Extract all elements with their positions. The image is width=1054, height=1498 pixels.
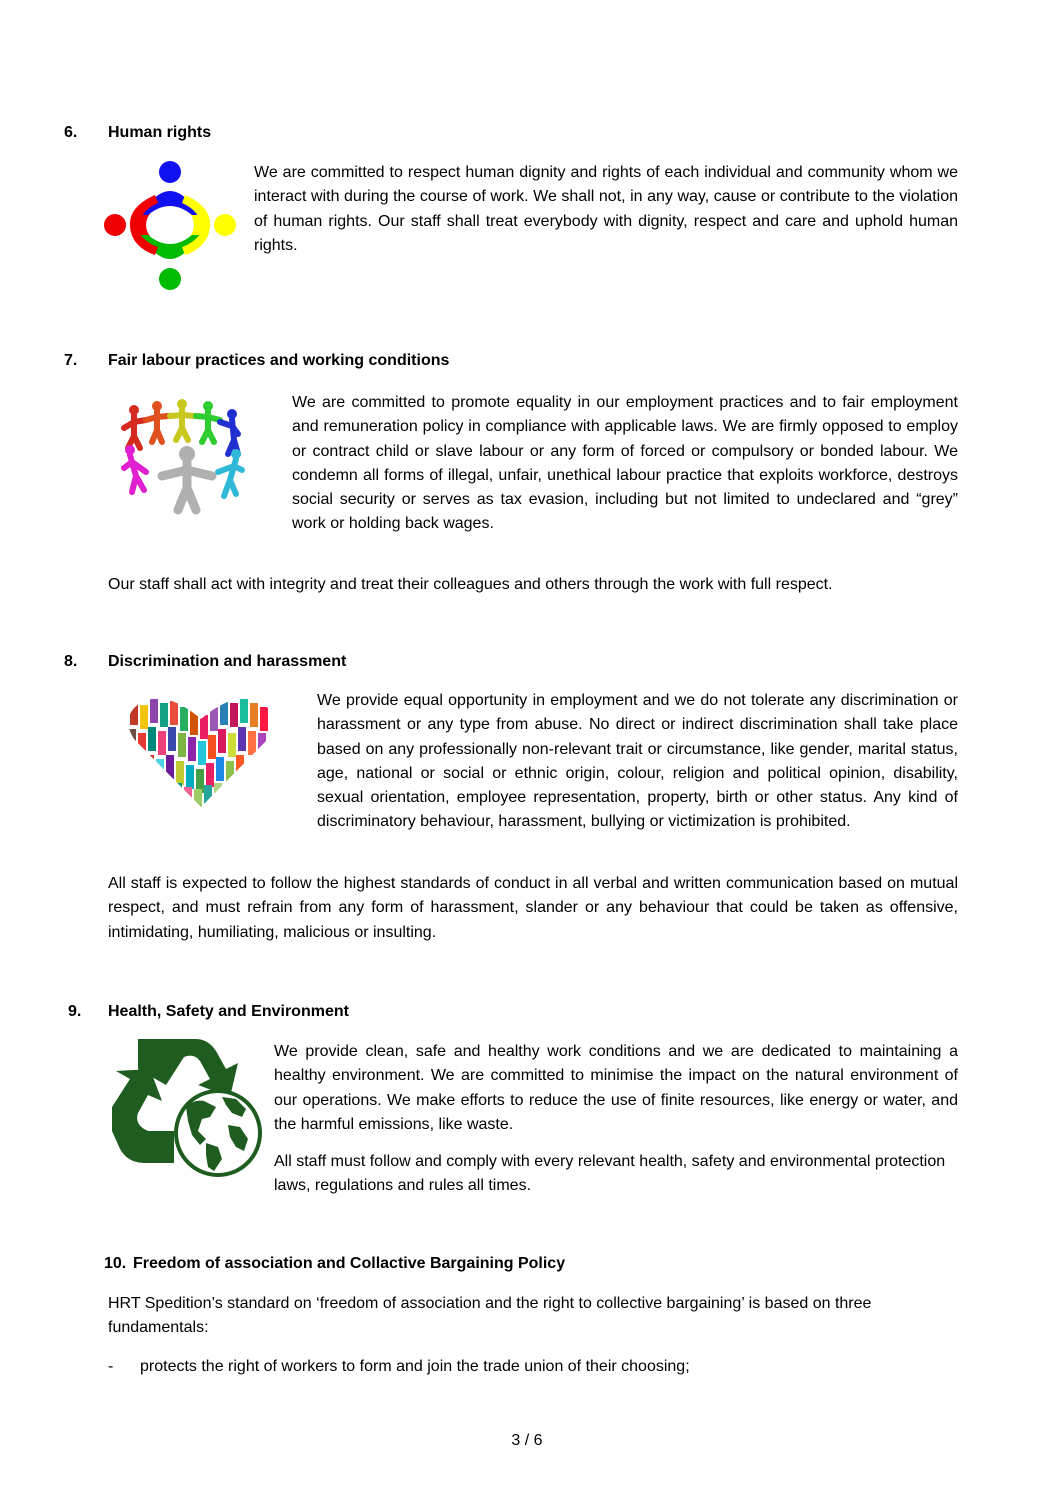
section-9-paragraph-1: We provide clean, safe and healthy work conditions and we are dedicated to maintaining a healthy environment. We are committed to minimise the impact on the natural environment of our operations. We make efforts to reduce the use of finite resources, like energy or water, and the harmful emissions, like waste. <box>274 1043 958 1133</box>
section-6-paragraph: We are committed to respect human dignity and rights of each individual and community whom we interact with during the course of work. We shall not, in any way, cause or contribute to the violation of human rights. Our staff shall treat everybody with dignity, respect and care and uphold human rights. <box>254 164 958 254</box>
people-ring-icon <box>112 398 262 518</box>
bullet-marker: - <box>108 1358 114 1375</box>
section-7-paragraph-1 <box>292 391 958 537</box>
section-10-heading <box>104 1254 565 1274</box>
recycle-globe-icon <box>108 1035 263 1177</box>
section-title: Discrimination and harassment <box>108 653 347 670</box>
section-9-paragraph-2: All staff must follow and comply with every relevant health, safety and environmental protection laws, regulations and rules all times. <box>274 1153 946 1195</box>
section-7-paragraph-2: Our staff shall act with integrity and treat their colleagues and others through the work with full respect. <box>108 576 833 593</box>
section-8-paragraph-2: All staff is expected to follow the highest standards of conduct in all verbal and written communication based on mutual respect, and must refrain from any form of harassment, slander or any behaviour that could be taken as offensive, intimidating, humiliating, malicious or insulting. <box>108 875 958 941</box>
bullet-list <box>108 1355 958 1379</box>
section-number: 10. <box>104 1255 127 1272</box>
section-8-heading <box>64 652 346 672</box>
bullet-text: protects the right of workers to form and join the trade union of their choosing; <box>140 1358 690 1375</box>
section-number: 7. <box>64 352 78 369</box>
section-number: 6. <box>64 124 78 141</box>
section-number: 9. <box>68 1003 82 1020</box>
section-6-heading <box>64 123 211 143</box>
section-title: Human rights <box>108 124 212 141</box>
section-title: Fair labour practices and working conditions <box>108 352 450 369</box>
section-7-paragraph-1-text: We are committed to promote equality in our employment practices and to fair employment and remuneration policy in compliance with applicable laws. We are firmly opposed to employ or contract child or slave labour or any form of forced or compulsory or bonded labour. We condemn all forms of illegal, unfair, unethical labour practice that exploits workforce, destroys social security or serves as tax evasion, including but not limited to undeclared and “grey” work or holding back wages. <box>292 394 958 533</box>
section-10-paragraph: HRT Spedition’s standard on ‘freedom of association and the right to collective bargaining’ is based on three fundamentals: <box>108 1295 872 1337</box>
page-number: 3 / 6 <box>511 1432 543 1449</box>
section-8-paragraph-1: We provide equal opportunity in employment and we do not tolerate any discrimination or harassment or any type from abuse. No direct or indirect discrimination shall take place based on any professionally non-relevant trait or circumstance, like gender, marital status, age, national or social or ethnic origin, colour, religion and political opinion, disability, sexual orientation, employee representation, property, birth or other status. Any kind of discriminatory behaviour, harassment, bullying or victimization is prohibited. <box>317 692 958 831</box>
section-9-heading <box>68 1002 349 1022</box>
section-title: Freedom of association and Collactive Bargaining Policy <box>133 1255 566 1272</box>
section-title: Health, Safety and Environment <box>108 1003 349 1020</box>
people-circle-icon <box>100 155 240 295</box>
section-7-heading <box>64 351 449 371</box>
people-heart-icon <box>126 697 276 809</box>
section-number: 8. <box>64 653 78 670</box>
